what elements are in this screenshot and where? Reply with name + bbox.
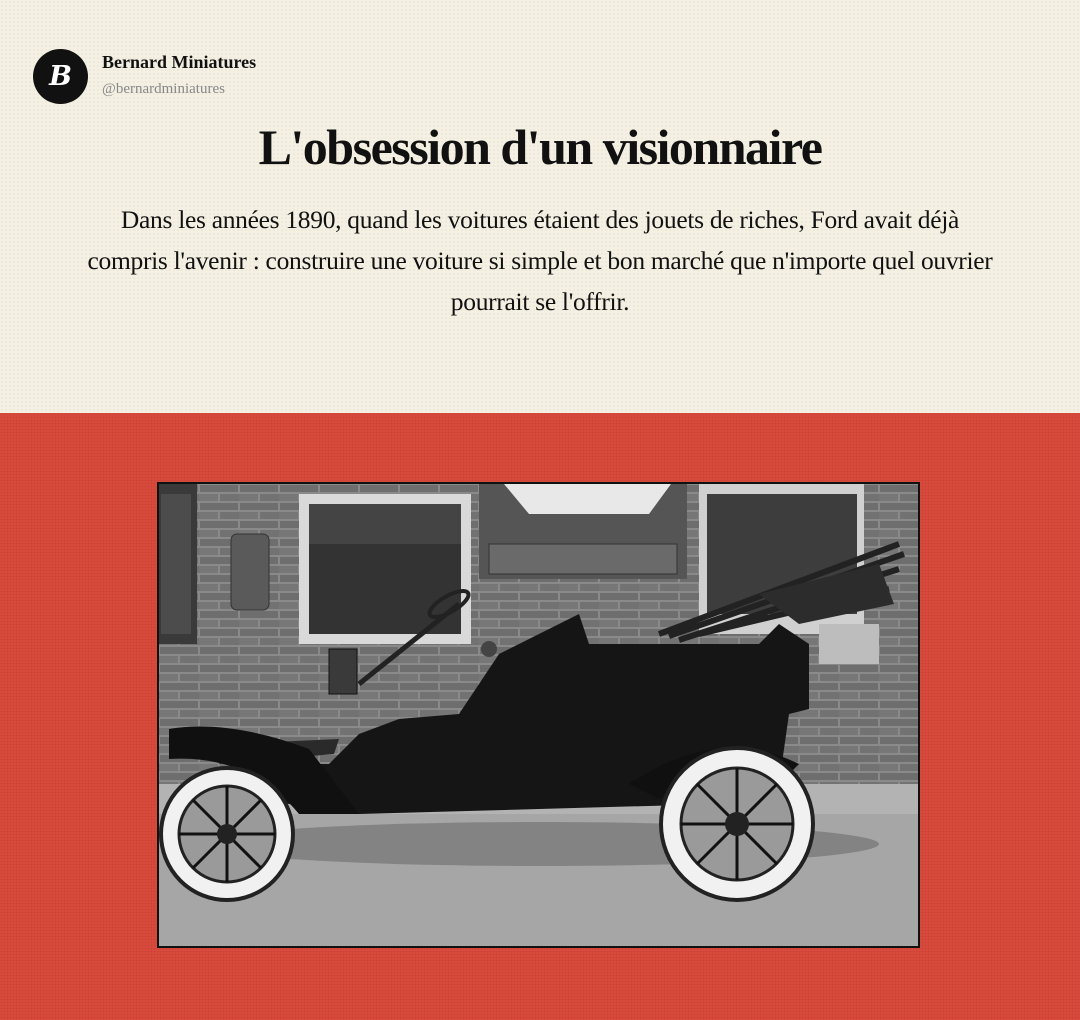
account-info [102,51,256,100]
post-headline: L'obsession d'un visionnaire [258,119,822,175]
vintage-car-photo [157,482,920,948]
account-handle[interactable]: @bernardminiatures [102,81,225,97]
avatar-letter: B [49,61,72,92]
account-name[interactable]: Bernard Miniatures [102,52,257,72]
post-body: Dans les années 1890, quand les voitures étaient des jouets de riches, Ford avait déjà compris l'avenir : construire une voiture si simple et bon marché que n'importe quel ouvrier pourrait se l'offrir. [87,205,993,316]
avatar[interactable] [33,49,88,104]
car-photo-illustration [159,484,918,946]
